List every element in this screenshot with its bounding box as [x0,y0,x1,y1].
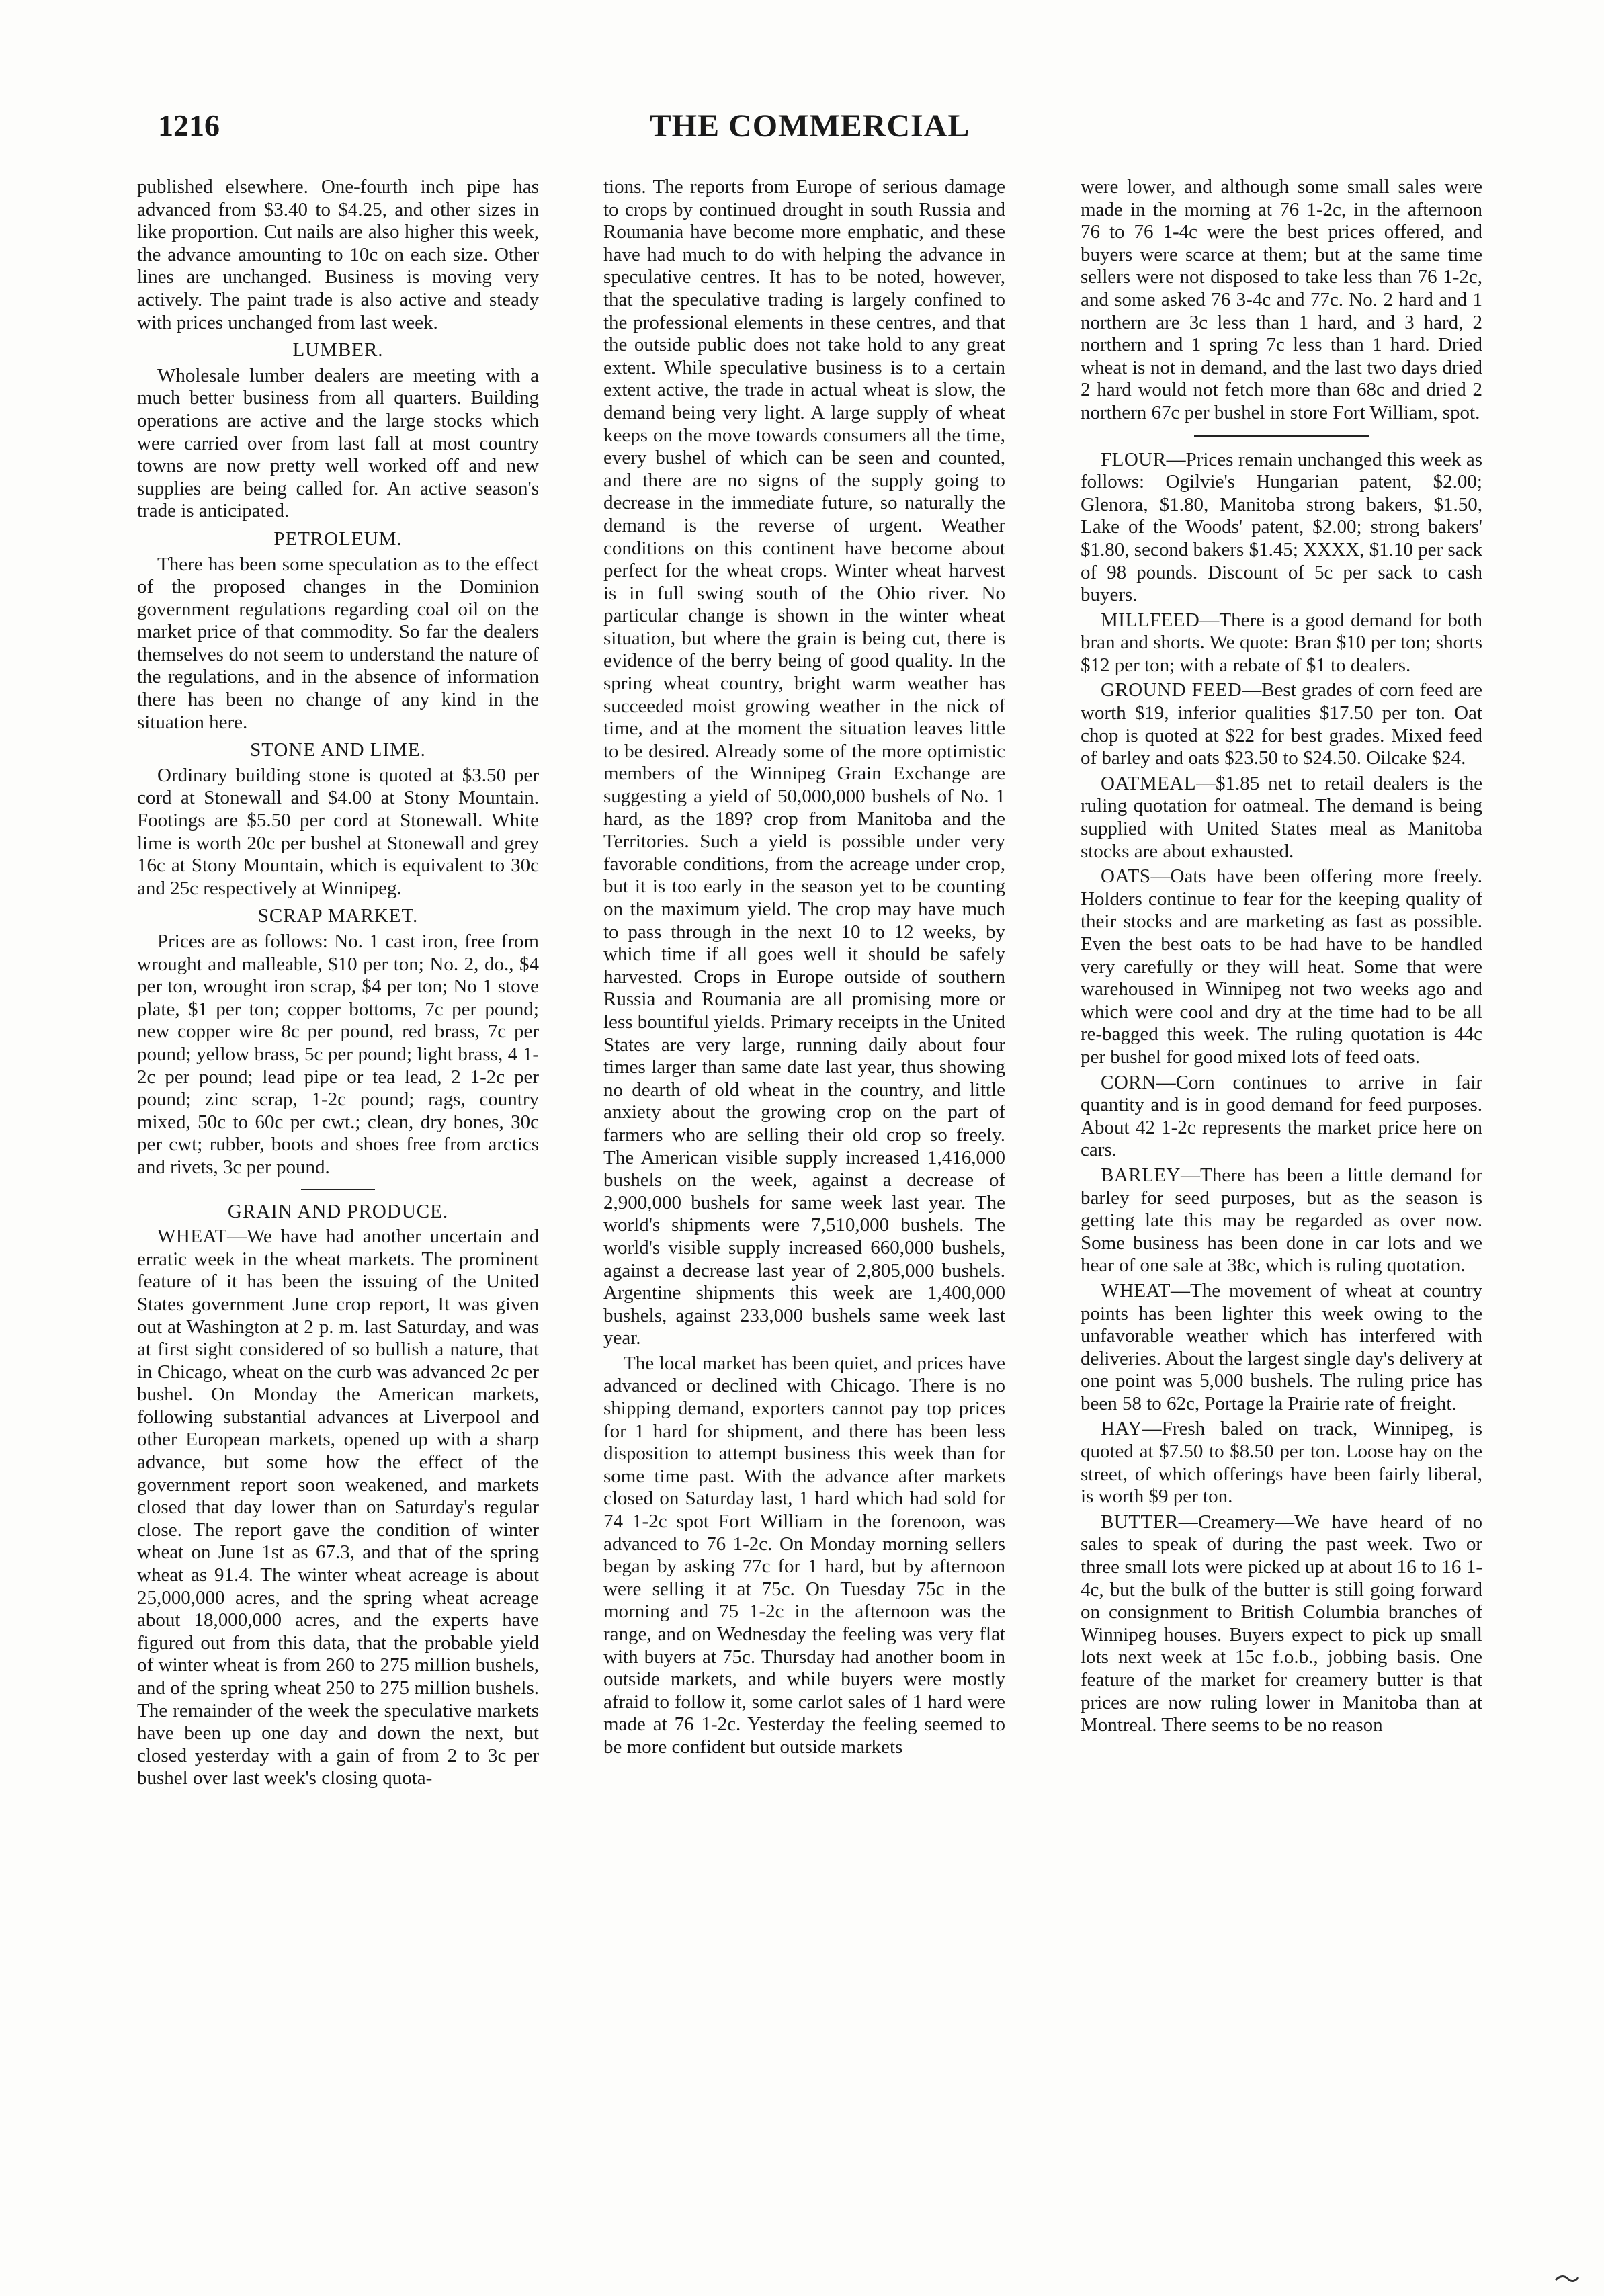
oatmeal-lead: OATMEAL [1101,772,1197,794]
hay-text: —Fresh baled on track, Winnipeg, is quoted at $7.50 to $8.50 per ton. Loose hay on the street, of which offerings have been fairly liberal, is worth $9 per ton. [1081,1418,1482,1508]
hardware-paragraph: published elsewhere. One-fourth inch pipe has advanced from $3.40 to $4.25, and other sizes in like proportion. Cut nails are also higher this week, the advance amounting to 10c on each size. Other lines are unchanged. Business is moving very actively. The paint trade is also active and steady with prices unchanged from last week. [137,176,539,333]
oats-paragraph [1081,865,1482,1068]
wheat-text: —We have had another uncertain and erratic week in the wheat markets. The prominent feature of it has been the issuing of the United States government June crop report, It was given out at Washington at 2 p. m. last Saturday, and was at first sight considered of so bullish a nature, that in Chicago, wheat on the curb was advanced 2c per bushel. On Monday the American markets, following substantial advances at Liverpool and other European markets, opened up with a sharp advance, but some how the effect of the government report soon weakened, and markets closed that day lower than on Saturday's regular close. The report gave the condition of winter wheat on June 1st as 67.3, and that of the spring wheat as 91.4. The winter wheat acreage is about 25,000,000 acres, and the spring wheat acreage about 18,000,000 acres, and the experts have figured out from this data, that the probable yield of winter wheat is from 260 to 275 million bushels, and of the spring wheat 250 to 275 million bushels. The remainder of the week the speculative markets have been up one day and down the next, but closed yesterday with a gain of from 2 to 3c per bushel over last week's closing quota- [137,1226,539,1789]
column-3 [1081,176,1482,2252]
butter-text: —Creamery—We have heard of no sales to speak of during the past week. Two or three small lots were picked up at about 16 to 16 1-4c, but the bulk of the butter is still going forward on consignment to British Columbia branches of Winnipeg houses. Buyers expect to pick up small lots next week at 15c f.o.b., jobbing basis. One feature of the market for creamery butter is that prices are now ruling lower in Manitoba than at Montreal. There seems to be no reason [1081,1511,1482,1736]
oatmeal-paragraph [1081,773,1482,863]
page-header [158,108,1462,148]
heading-stone-and-lime: STONE AND LIME. [250,739,426,761]
barley-text: —There has been a little demand for barley for seed purposes, but as the season is getting late this may be regarded as over now. Some business has been done in car lots and we hear of one sale at 38c, which is ruling quotation. [1081,1164,1482,1277]
section-divider [301,1189,375,1190]
column-2 [603,176,1005,2252]
ground-feed-paragraph [1081,679,1482,769]
wheat-continued-paragraph: tions. The reports from Europe of serious damage to crops by continued drought in south Russia and Roumania have become more emphatic, and these have had much to do with helping the advance in speculative centres. It has to be noted, however, that the speculative trading is largely confined to the professional elements in these centres, and that the outside public does not take hold to any great extent. While speculative business is to a certain extent active, the trade in actual wheat is slow, the demand being very light. A large supply of wheat keeps on the move towards consumers all the time, every bushel of which can be seen and counted, and there are no signs of the supply going to decrease in the immediate future, so naturally the demand is the reverse of urgent. Weather conditions on this continent have become about perfect for the wheat crops. Winter wheat harvest is in full swing south of the Ohio river. No particular change is shown in the winter wheat situation, but where the grain is being cut, there is evidence of the berry being of good quality. In the spring wheat country, bright warm weather has succeeded moist growing weather in the nick of time, and at the moment the situation leaves little to be desired. Already some of the more optimistic members of the Winnipeg Grain Exchange are suggesting a yield of 50,000,000 bushels of No. 1 hard, as the 189? crop from Manitoba and the Territories. Such a yield is possible under very favorable conditions, from the acreage under crop, but it is too early in the season yet to be counting on the maximum yield. The crop may have much to pass through in the next 10 to 12 weeks, by which time if all goes well it should be safely harvested. Crops in Europe outside of southern Russia and Roumania are all promising more or less bountiful yields. Primary receipts in the United States are very large, running daily about four times larger than same date last year, thus showing no dearth of old wheat in the country, and little anxiety about the growing crop on the part of farmers who are selling their old crop so freely. The American visible supply increased 1,416,000 bushels on the week, against a decrease of 2,900,000 bushels for same week last year. The world's shipments were 7,510,000 bushels. The world's visible supply increased 660,000 bushels, against a decrease last year of 2,805,000 bushels. Argentine shipments this week are 1,400,000 bushels, against 233,000 bushels same week last year. [603,176,1005,1349]
section-divider [1194,435,1369,437]
ground-feed-text: —Best grades of corn feed are worth $19, inferior qualities $17.50 per ton. Oat chop is quoted at $22 for best grades. Mixed feed of barley and oats $23.50 to $24.50. Oilcake $24. [1081,679,1482,769]
millfeed-paragraph [1081,609,1482,677]
oats-lead: OATS [1101,865,1151,888]
barley-lead: BARLEY [1101,1164,1181,1186]
local-market-paragraph: The local market has been quiet, and prices have advanced or declined with Chicago. There is no shipping demand, exporters cannot pay top prices for 1 hard for shipment, and there has been less disposition to attempt business this week than for some time past. With the advance after markets closed on Saturday last, 1 hard which had sold for 74 1-2c spot Fort William in the forenoon, was advanced to 76 1-2c. On Monday morning sellers began by asking 77c for 1 hard, but by afternoon were selling it at 75c. On Tuesday 75c in the morning and 75 1-2c in the afternoon was the range, and on Wednesday the feeling was very flat with buyers at 75c. Thursday had another boom in outside markets, and while buyers were mostly afraid to follow it, some carlot sales of 1 hard were made at 76 1-2c. Yesterday the feeling seemed to be more confident but outside markets [603,1352,1005,1758]
corn-text: —Corn continues to arrive in fair quantity and is in good demand for feed purposes. About 42 1-2c represents the market price here on cars. [1081,1071,1482,1161]
wheat-lead: WHEAT [157,1226,227,1248]
wheat-country-text: —The movement of wheat at country points has been lighter this week owing to the unfavorable weather which has interfered with deliveries. About the largest single day's delivery at one point was 5,000 bushels. The ruling price has been 58 to 62c, Portage la Prairie rate of freight. [1081,1279,1482,1414]
barley-paragraph [1081,1164,1482,1277]
flour-paragraph [1081,449,1482,607]
corn-lead: CORN [1101,1071,1156,1093]
local-market-continued-paragraph: were lower, and although some small sales were made in the morning at 76 1-2c, in the afternoon 76 to 76 1-4c were the best prices offered, and buyers were scarce at them; but at the same time sellers were not disposed to take less than 76 1-2c, and some asked 76 3-4c and 77c. No. 2 hard and 1 northern are 3c less than 1 hard, and 3 hard, 2 northern and 1 spring 7c less than 1 hard. Dried wheat is not in demand, and the last two days dried 2 hard would not fetch more than 68c and dried 2 northern 67c per bushel in store Fort William, spot. [1081,176,1482,423]
hay-paragraph [1081,1418,1482,1508]
millfeed-text: —There is a good demand for both bran and shorts. We quote: Bran $10 per ton; shorts $12 per ton; with a rebate of $1 to dealers. [1081,609,1482,676]
wheat-paragraph [137,1226,539,1790]
wheat-country-paragraph [1081,1280,1482,1416]
journal-title: THE COMMERCIAL [649,108,970,144]
heading-petroleum: PETROLEUM. [273,527,403,550]
lumber-paragraph: Wholesale lumber dealers are meeting with a much better business from all quarters. Building operations are active and the large stocks which were carried over from last fall at most country towns are now pretty well worked off and new supplies are being called for. An active season's trade is anticipated. [137,364,539,522]
stone-paragraph: Ordinary building stone is quoted at $3.50 per cord at Stonewall and $4.00 at Stony Mountain. Footings are $5.50 per cord at Stonewall. White lime is worth 20c per bushel at Stonewall and grey 16c at Stony Mountain, which is equivalent to 30c and 25c respectively at Winnipeg. [137,764,539,899]
heading-grain-and-produce: GRAIN AND PRODUCE. [227,1200,449,1222]
wheat-country-lead: WHEAT [1101,1279,1171,1302]
butter-lead: BUTTER [1101,1511,1179,1533]
heading-scrap-market: SCRAP MARKET. [257,905,419,927]
ground-feed-lead: GROUND FEED [1101,679,1242,701]
flour-text: —Prices remain unchanged this week as follows: Ogilvie's Hungarian patent, $2.00; Glenora, $1.80, Manitoba strong bakers, $1.50, Lake of the Woods' patent, $2.00; strong bakers' $1.80, second bakers $1.45; XXXX, $1.10 per sack of 98 pounds. Discount of 5c per sack to cash buyers. [1081,448,1482,606]
page-number: 1216 [158,108,220,142]
petroleum-paragraph: There has been some speculation as to the effect of the proposed changes in the Dominion government regulations regarding coal oil on the market price of that commodity. So far the dealers themselves do not seem to understand the nature of the regulations, and in the absence of information there has been no change of any kind in the situation here. [137,553,539,733]
millfeed-lead: MILLFEED [1101,609,1200,631]
scrap-paragraph: Prices are as follows: No. 1 cast iron, free from wrought and malleable, $10 per ton; No. 2, do., $4 per ton, wrought iron scrap, $4 per ton; No 1 stove plate, $1 per ton; copper bottoms, 7c per pound; new copper wire 8c per pound, red brass, 7c per pound; yellow brass, 5c per pound; light brass, 4 1-2c per pound; lead pipe or tea lead, 2 1-2c per pound; zinc scrap, 1-2c pound; rags, country mixed, 50c to 60c per cwt.; clean, dry bones, 30c per cwt; rubber, boots and shoes free from arctics and rivets, 3c per pound. [137,931,539,1178]
oatmeal-text: —$1.85 net to retail dealers is the ruling quotation for oatmeal. The demand is being supplied with United States meal as Manitoba stocks are about exhausted. [1081,772,1482,862]
butter-paragraph [1081,1511,1482,1737]
flour-lead: FLOUR [1101,448,1167,470]
hay-lead: HAY [1101,1418,1142,1440]
oats-text: —Oats have been offering more freely. Holders continue to fear for the keeping quality of their stocks and are marketing as fast as possible. Even the best oats to be had have to be handled very carefully or they will heat. Some that were warehoused in Winnipeg not two weeks ago and which were cool and dry at the time had to be all re-bagged this week. The ruling quotation is 44c per bushel for good mixed lots of feed oats. [1081,865,1482,1068]
heading-lumber: LUMBER. [292,339,384,362]
column-1 [137,176,539,2252]
corn-paragraph [1081,1072,1482,1162]
corner-ink-mark [1553,2272,1580,2283]
